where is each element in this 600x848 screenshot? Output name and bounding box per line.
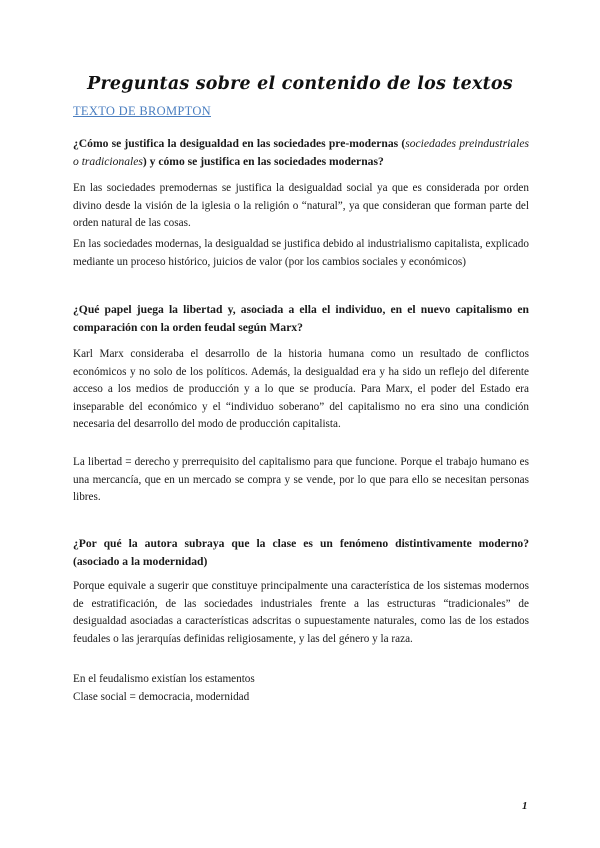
- answer-2-paragraph-1: Karl Marx consideraba el desarrollo de la historia humana como un resultado de conflictos económicos y no solo de los políticos. Además, la desigualdad era y ha sido un reflejo del diferente acceso a los medios de producción y a lo que se producía. Para Marx, el poder del Estado era inseparable del económico y el “individuo soberano” del capitalismo no era sino una condición necesaria del desarrollo del modo de producción capitalista.: [73, 348, 529, 430]
- question-1: [73, 135, 529, 170]
- question-1-text-a: ¿Cómo se justifica la desigualdad en las sociedades pre-modernas (: [73, 137, 406, 150]
- question-1-text-c: ) y cómo se justifica en las sociedades modernas?: [142, 154, 384, 168]
- page-title: Preguntas sobre el contenido de los textos: [87, 74, 513, 94]
- question-1-text-italic: sociedades preindustriales o tradicionales: [73, 137, 530, 168]
- answer-3-paragraph-1: Porque equivale a sugerir que constituye principalmente una característica de los sistemas modernos de estratificación, de las sociedades industriales frente a las estructuras “tradicionales” de desigualdad asociadas a características adscritas o supuestamente naturales, como las de los estados feudales o las jerarquías definidas religiosamente, y las del género y la raza.: [73, 580, 529, 645]
- question-2: ¿Qué papel juega la libertad y, asociada a ella el individuo, en el nuevo capitalismo en comparación con la orden feudal según Marx?: [73, 303, 529, 334]
- answer-1-paragraph-1: En las sociedades premodernas se justifica la desigualdad social ya que es considerada por orden divino desde la visión de la iglesia o la religión o “natural”, ya que consideran que forman parte del orden natural de las cosas.: [73, 182, 529, 229]
- answer-1-paragraph-2: En las sociedades modernas, la desigualdad se justifica debido al industrialismo capitalista, explicado mediante un proceso histórico, juicios de valor (por los cambios sociales y económicos): [73, 238, 529, 268]
- question-3: ¿Por qué la autora subraya que la clase es un fenómeno distintivamente moderno? (asociado a la modernidad): [73, 537, 529, 568]
- section-heading-link[interactable]: TEXTO DE BROMPTON: [73, 104, 211, 118]
- note-line-1: En el feudalismo existían los estamentos: [73, 673, 255, 685]
- note-line-2: Clase social = democracia, modernidad: [73, 690, 250, 703]
- answer-2-paragraph-2: La libertad = derecho y prerrequisito del capitalismo para que funcione. Porque el trabajo humano es una mercancía, que en un mercado se compra y se vende, por lo que para ello se necesitan personas libres.: [73, 456, 529, 503]
- page-number: 1: [522, 800, 528, 812]
- answer-3-notes: [73, 671, 529, 706]
